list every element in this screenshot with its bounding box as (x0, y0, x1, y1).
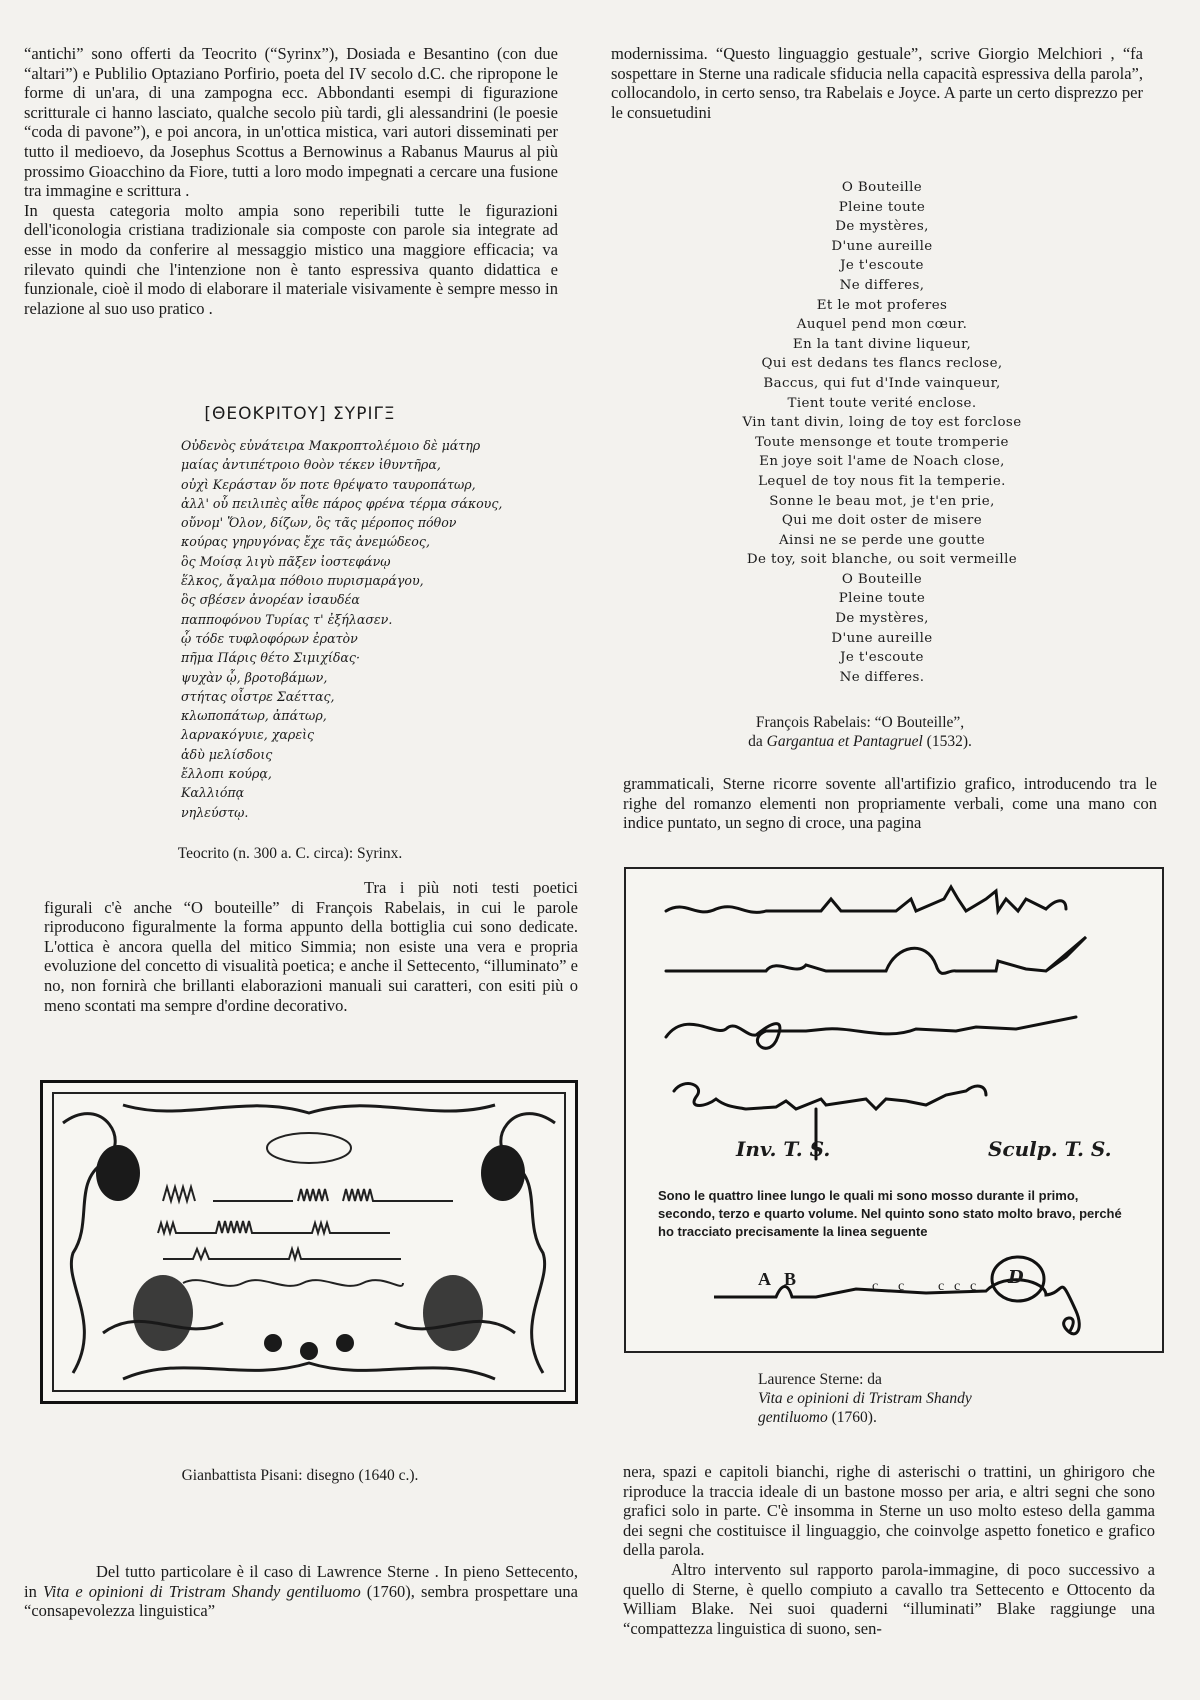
sterne-letter-a: A (758, 1269, 771, 1289)
bottle-poem-line: Ne differes, (839, 277, 925, 293)
sterne-letter-d: D (1008, 1267, 1024, 1288)
left-para-4-text-a: Del tutto particolare è il caso di Lawrence Sterne . In pieno Settecento, in (24, 1562, 578, 1601)
greek-poem (181, 436, 521, 822)
bottle-poem-line: Baccus, qui fut d'Inde vainqueur, (763, 375, 1001, 391)
bottle-poem-line: O Bouteille (841, 571, 923, 587)
greek-caption: Teocrito (n. 300 a. C. circa): Syrinx. (177, 845, 403, 862)
bottle-poem-line: Je t'escoute (840, 650, 924, 666)
sterne-lines-svg (626, 869, 1162, 1169)
left-para-1-text: “antichi” sono offerti da Teocrito (“Syrinx”), Dosiada e Besantino (con due “altari”) e Publilio Optaziano Porfirio, poeta del IV secolo d.C. che ripropone le forme di un'ara, di una zampogna ecc. Abbondanti esempi di figurazione scritturale ci hanno lasciato, qualche secolo più tardi, gli alessandrini (le poesie “coda di pavone”), e poi ancora, in un'ottica mistica, vari autori disseminati per tutto il medioevo, da Josephus Scottus a Bernowinus a Rabanus Maurus al più prossimo Gioacchino da Fiore, tutti a loro modo impegnati a cercare una fusione tra immagine e scrittura . (24, 44, 558, 201)
greek-poem-line: νηλεύστῳ. (181, 804, 249, 820)
bottle-poem (672, 178, 1092, 687)
greek-poem-line: λαρνακόγυιε, χαρεὶς (181, 727, 315, 743)
right-paragraph-1 (611, 44, 1143, 122)
sterne-lines-figure (624, 867, 1164, 1353)
greek-poem-line: πῆμα Πάρις θέτο Σιμιχίδας· (181, 650, 360, 666)
pisani-caption: Gianbattista Pisani: disegno (1640 c.). (181, 1467, 419, 1484)
bottle-poem-line: D'une aureille (831, 630, 933, 646)
sterne-letter-c2: c (898, 1279, 905, 1294)
rabelais-caption (650, 713, 1070, 751)
greek-poem-line: ὃς Μοίσᾳ λιγὺ πᾶξεν ἰοστεφάνῳ (181, 553, 391, 569)
right-para-3-text: nera, spazi e capitoli bianchi, righe di asterischi o trattini, un ghirigoro che riproduce la traccia ideale di un bastone mosso per aria, e altri segni che sono grafici solo in parte. C'è insomma in Sterne un uso molto esteso della gamma dei segni che costituisce il linguaggio, che coinvolge aspetto fonetico e grafico della parola. (623, 1462, 1155, 1560)
greek-poem-line: ἁδὺ μελίσδοις (181, 746, 273, 762)
left-paragraph-1 (24, 44, 558, 318)
sterne-caption-title: Vita e opinioni di Tristram Shandy (758, 1390, 972, 1407)
bottle-poem-line: En la tant divine liqueur, (792, 336, 972, 352)
greek-poem-line: οὔνομ' Ὅλον, δίζων, ὃς τᾶς μέροπος πόθον (181, 515, 457, 531)
left-para-3-text: Tra i più noti testi poetici figurali c'è anche “O bouteille” di François Rabelais, in cui le parole riproducono figuralmente la forma appunto della bottiglia cui sono dedicate. L'ottica è ancora quella del mitico Simmia; non esiste una vera e propria evoluzione del concetto di visualità poetica; e anche il Settecento, “illuminato” e no, non fornirà che brillanti elaborazioni manuali sui caratteri, con esiti più o meno scontati ma sempre d'ordine decorativo. (44, 878, 578, 1015)
rabelais-caption-title: Gargantua et Pantagruel (766, 733, 923, 750)
sterne-figure-text: Sono le quattro linee lungo le quali mi sono mosso durante il primo, secondo, terzo e quarto volume. Nel quinto sono stato molto bravo, perché ho tracciato precisamente la linea seguente (658, 1188, 1122, 1239)
bottle-poem-line: Sonne le beau mot, je t'en prie, (769, 493, 995, 509)
bottle-poem-line: De mystères, (835, 611, 929, 627)
right-para-4-text: Altro intervento sul rapporto parola-immagine, di poco successivo a quello di Sterne, è quello compiuto a cavallo tra Settecento e Ottocento da William Blake. Nei suoi quaderni “illuminati” Blake raggiunge una “compattezza linguistica di suono, sen- (623, 1559, 1155, 1638)
bottle-poem-line: D'une aureille (831, 238, 933, 254)
pisani-drawing (40, 1080, 578, 1404)
bottle-poem-line: O Bouteille (841, 180, 923, 195)
greek-poem-line: μαίας ἀντιπέτροιο θοὸν τέκεν ἰθυντῆρα, (181, 457, 441, 473)
greek-poem-line: ὃς σβέσεν ἀνορέαν ἰσαυδέα (181, 592, 360, 608)
bottle-poem-line: Je t'escoute (840, 258, 924, 274)
sterne-letter-b: B (784, 1269, 797, 1289)
sterne-caption-line-2 (758, 1389, 1058, 1408)
bottle-poem-line: Auquel pend mon cœur. (796, 317, 968, 333)
greek-poem-line: ᾧ τόδε τυφλοφόρων ἐρατὸν (181, 630, 358, 646)
sterne-caption-line-1: Laurence Sterne: da (758, 1371, 882, 1388)
bottle-poem-line: Ne differes. (839, 669, 925, 685)
bottle-poem-line: En joye soit l'ame de Noach close, (759, 454, 1005, 470)
bottle-poem-line: Qui me doit oster de misere (781, 513, 983, 529)
sterne-caption-line-3 (758, 1408, 1058, 1427)
tristram-title: Vita e opinioni di Tristram Shandy gentiluomo (42, 1581, 361, 1601)
sterne-caption-post: (1760). (827, 1409, 877, 1426)
right-para-2-text: grammaticali, Sterne ricorre sovente all'artifizio grafico, introducendo tra le righe del romanzo elementi non propriamente verbali, come una mano con indice puntato, un segno di croce, una pagina (623, 774, 1157, 833)
greek-poem-line: στήτας οἶστρε Σαέττας, (181, 688, 335, 704)
right-para-1-text: modernissima. “Questo linguaggio gestuale”, scrive Giorgio Melchiori , “fa sospettare in Sterne una radicale sfiducia nella capacità espressiva della parola”, collocandolo, in certo senso, tra Rabelais e Joyce. A parte un certo disprezzo per le consuetudini (611, 44, 1143, 122)
greek-poem-line: παπποφόνου Τυρίας τ' ἐξήλασεν. (181, 611, 393, 627)
greek-poem-line: οὐχὶ Κεράσταν ὅν ποτε θρέψατο ταυροπάτωρ, (181, 476, 476, 492)
rabelais-caption-pre: da (748, 733, 767, 750)
greek-poem-line: Οὐδενὸς εὐνάτειρα Μακροπτολέμοιο δὲ μάτηρ (181, 438, 481, 453)
bottle-poem-line: Lequel de toy nous fit la temperie. (758, 473, 1006, 489)
sterne-inv-label: Inv. T. S. (736, 1137, 831, 1161)
greek-poem-line: ἕλκος, ἄγαλμα πόθοιο πυρισμαράγου, (181, 573, 424, 589)
right-paragraph-2 (623, 774, 1157, 833)
left-paragraph-3 (44, 878, 578, 1015)
greek-poem-line: κλωποπάτωρ, ἀπάτωρ, (181, 708, 327, 724)
sterne-letter-c5: c (970, 1279, 977, 1294)
bottle-poem-line: Pleine toute (838, 199, 926, 215)
greek-poem-line: κούρας γηρυγόνας ἔχε τᾶς ἀνεμώδεος, (181, 534, 430, 550)
bottle-poem-line: Et le mot proferes (816, 297, 948, 313)
greek-poem-line: ἀλλ' οὗ πειλιπὲς αἶθε πάρος φρένα τέρμα σάκους, (181, 495, 503, 511)
left-paragraph-4 (24, 1562, 578, 1621)
sterne-caption-title-2: gentiluomo (758, 1409, 828, 1426)
bottle-poem-line: De toy, soit blanche, ou soit vermeille (746, 552, 1018, 568)
bottle-poem-line: Toute mensonge et toute tromperie (755, 434, 1009, 450)
right-paragraph-3 (623, 1462, 1155, 1638)
greek-poem-line: Καλλιόπᾳ (181, 785, 245, 801)
greek-poem-title: [ΘΕΟΚΡΙΤΟΥ] ΣΥΡΙΓΞ (204, 404, 396, 424)
sterne-caption (758, 1370, 1058, 1427)
bottle-poem-line: Tient toute verité enclose. (787, 395, 977, 411)
bottle-poem-line: Ainsi ne se perde une goutte (778, 532, 986, 548)
bottle-poem-line: De mystères, (835, 219, 929, 235)
sterne-sculp-label: Sculp. T. S. (988, 1137, 1112, 1161)
bottle-poem-line: Pleine toute (838, 591, 926, 607)
rabelais-caption-line-2 (650, 732, 1070, 751)
bottle-poem-line: Vin tant divin, loing de toy est forclose (742, 415, 1022, 431)
greek-poem-line: ἔλλοπι κούρᾳ, (181, 766, 272, 782)
rabelais-caption-post: (1532). (922, 733, 972, 750)
sterne-letter-c4: c (954, 1279, 961, 1294)
sterne-letter-c3: c (938, 1279, 945, 1294)
sterne-letter-c1: c (872, 1279, 879, 1294)
left-para-4-text-b: (1760), sembra prospettare una “consapevolezza linguistica” (24, 1581, 579, 1621)
left-para-2-text: In questa categoria molto ampia sono reperibili tutte le figurazioni dell'iconologia cristiana tradizionale sia composte con parole sia integrate ad esse in modo da conferire al messaggio mistico una maggiore efficacia; va rilevato quindi che l'intenzione non è tanto espressiva quanto didattica e funzionale, cioè il modo di elaborare il materiale visivamente è sempre messo in relazione al suo uso pratico . (24, 200, 558, 318)
pisani-ornament-svg (43, 1083, 575, 1401)
greek-poem-line: ψυχὰν ᾧ, βροτοβάμων, (181, 669, 328, 685)
rabelais-caption-line-1: François Rabelais: “O Bouteille”, (755, 714, 965, 731)
sterne-fifth-line-svg (626, 1241, 1162, 1351)
bottle-poem-line: Qui est dedans tes flancs reclose, (761, 356, 1003, 372)
